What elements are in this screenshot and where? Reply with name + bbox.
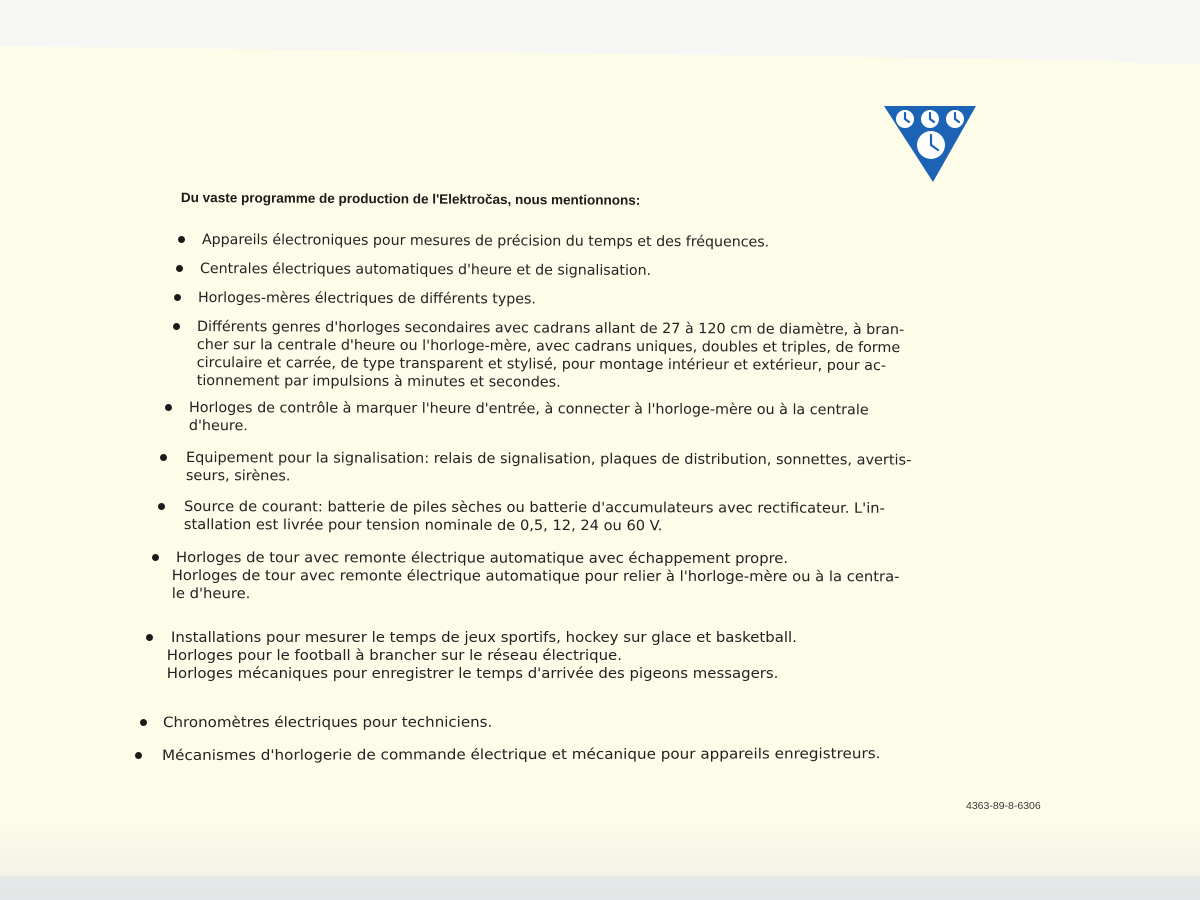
list-item-line: cher sur la centrale d'heure ou l'horloge-mère, avec cadrans uniques, doubles et triples, de forme: [196, 336, 901, 357]
list-item: [184, 498, 885, 536]
list-item-line: circulaire et carrée, de type transparent et stylisé, pour montage intérieur et extérieur, pour ac-: [196, 354, 887, 375]
list-item: [200, 260, 651, 280]
list-item-line: seurs, sirènes.: [185, 467, 291, 485]
list-item: [162, 745, 880, 765]
list-item-line: Centrales électriques automatiques d'heure et de signalisation.: [199, 261, 652, 279]
list-item-line: Horloges mécaniques pour enregistrer le temps d'arrivée des pigeons messagers.: [166, 666, 779, 682]
bullet-icon: [165, 404, 172, 411]
list-item-line: le d'heure.: [171, 585, 251, 603]
list-item: [198, 289, 536, 308]
bullet-icon: [158, 503, 165, 510]
bullet-icon: [152, 554, 159, 561]
list-item-line: Horloges de tour avec remonte électrique automatique pour relier à l'horloge-mère ou à la centra-: [171, 567, 900, 586]
bullet-icon: [135, 752, 142, 759]
list-item-line: tionnement par impulsions à minutes et secondes.: [196, 372, 561, 391]
list-item-line: d'heure.: [188, 417, 248, 435]
list-item-line: Appareils électroniques pour mesures de précision du temps et des fréquences.: [201, 231, 770, 251]
list-item-line: Différents genres d'horloges secondaires avec cadrans allant de 27 à 120 cm de diamètre, à bran-: [196, 319, 905, 339]
bullet-icon: [140, 719, 147, 726]
list-item-line: Horloges de contrôle à marquer l'heure d'entrée, à connecter à l'horloge-mère ou à la centrale: [188, 400, 869, 419]
list-item: [163, 714, 492, 732]
list-item-line: Chronomètres électriques pour techniciens.: [163, 714, 493, 731]
bullet-icon: [174, 294, 181, 301]
bullet-icon: [178, 236, 185, 243]
list-item-line: Horloges de tour avec remonte électrique automatique avec échappement propre.: [175, 550, 789, 568]
list-item: [186, 449, 912, 488]
bullet-icon: [160, 454, 167, 461]
elektrocas-logo-icon: [882, 104, 978, 184]
intro-heading: Du vaste programme de production de l'Elektročas, nous mentionnons:: [180, 190, 641, 208]
list-item: [189, 399, 869, 437]
list-item-line: Equipement pour la signalisation: relais de signalisation, plaques de distribution, sonnettes, avertis-: [185, 450, 912, 469]
list-item-line: Installations pour mesurer le temps de jeux sportifs, hockey sur glace et basketball.: [171, 630, 797, 646]
list-item-line: stallation est livrée pour tension nominale de 0,5, 12, 24 ou 60 V.: [183, 516, 663, 535]
list-item: [197, 318, 905, 393]
list-item: [171, 549, 900, 604]
list-item: [166, 629, 797, 683]
list-item: [202, 231, 769, 251]
bullet-icon: [146, 634, 153, 641]
bullet-icon: [173, 323, 180, 330]
bullet-icon: [176, 265, 183, 272]
list-item-line: Horloges pour le football à brancher sur le réseau électrique.: [166, 648, 622, 664]
document-code: 4363-89-8-6306: [966, 800, 1041, 812]
list-item-line: Source de courant: batterie de piles sèches ou batterie d'accumulateurs avec rectificateur. L'in-: [183, 499, 885, 517]
list-item-line: Horloges-mères électriques de différents types.: [197, 290, 536, 308]
list-item-line: Mécanismes d'horlogerie de commande électrique et mécanique pour appareils enregistreurs.: [162, 746, 881, 764]
